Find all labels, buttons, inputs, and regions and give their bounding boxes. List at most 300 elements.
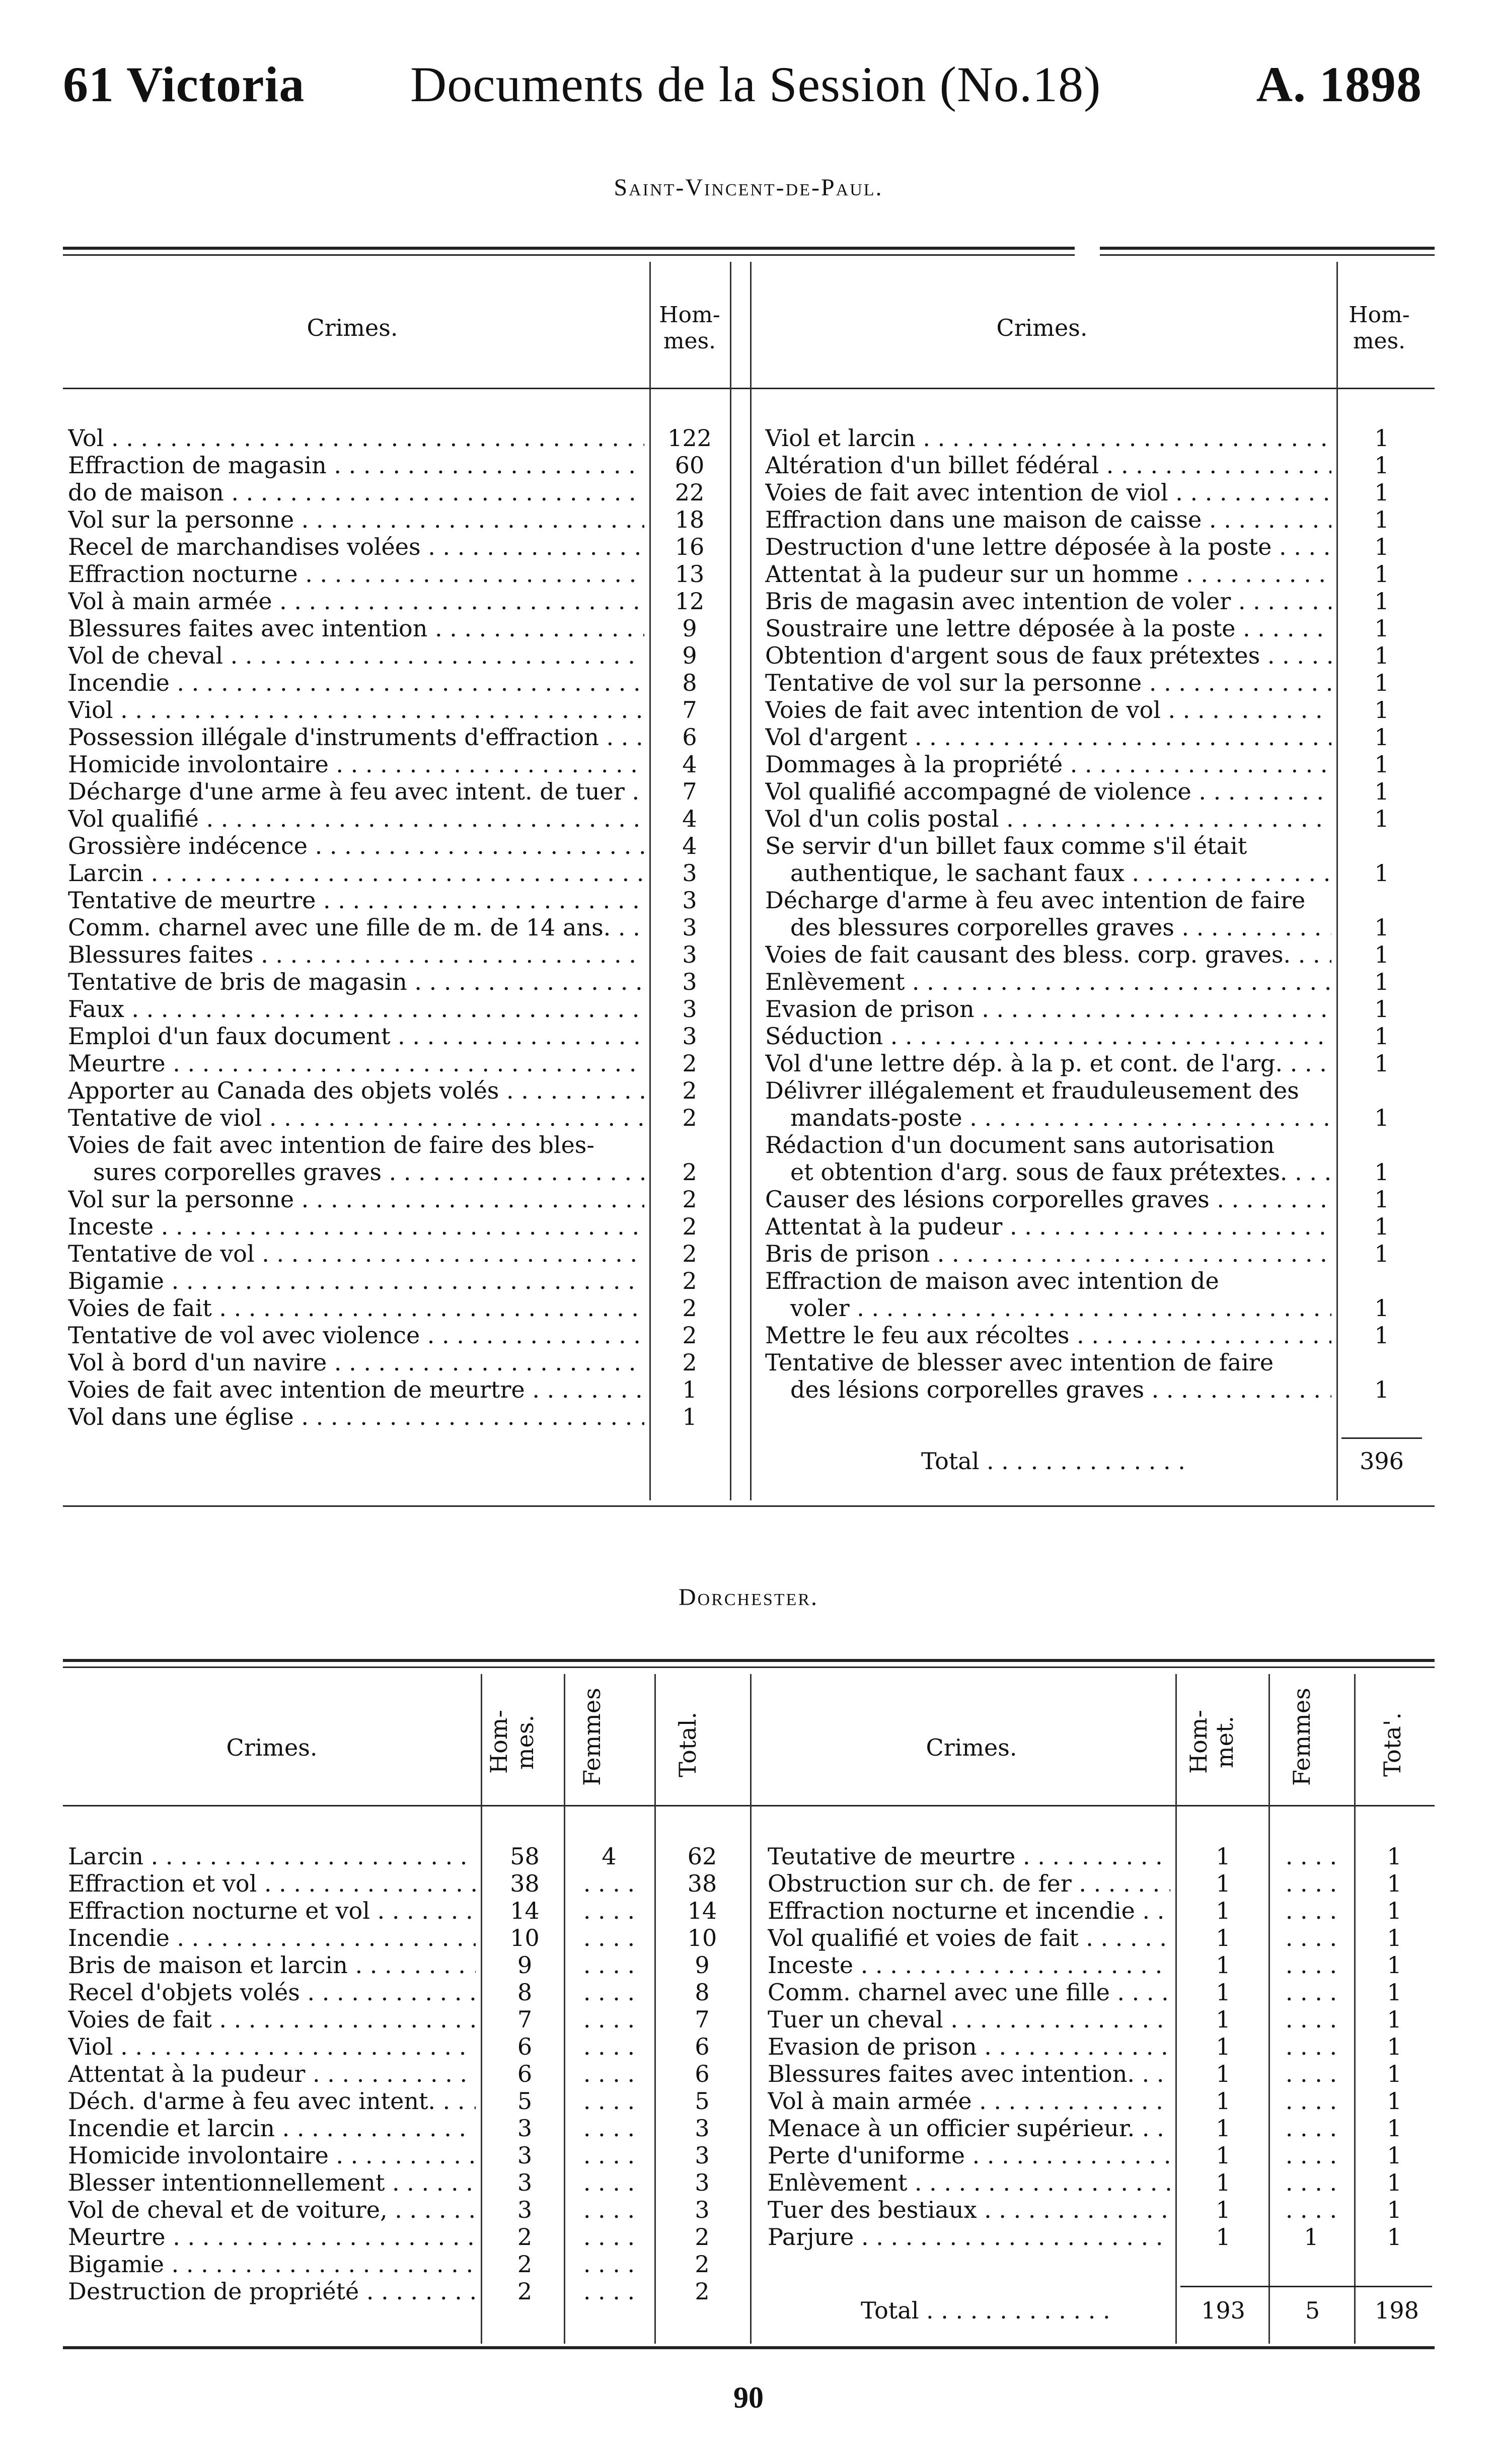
hommes-value: 1 bbox=[1216, 2033, 1231, 2060]
table-row bbox=[768, 2169, 1432, 2196]
crime-label: Meurtre . . . bbox=[68, 1050, 644, 1077]
crime-label: Séduction . . . bbox=[765, 1023, 1331, 1050]
running-header bbox=[63, 55, 1422, 111]
crime-label: Vol de cheval et de voiture, . . . bbox=[68, 2196, 476, 2223]
dor-right-table bbox=[768, 1843, 1432, 2251]
hommes-value: 9 bbox=[682, 615, 697, 642]
hommes-value: 6 bbox=[517, 2060, 533, 2087]
table-row bbox=[68, 914, 793, 941]
crime-label: Incendie et larcin . . . bbox=[68, 2115, 476, 2142]
crime-label: Se servir d'un billet faux comme s'il était bbox=[765, 832, 1247, 859]
table-row bbox=[765, 751, 1435, 778]
crime-label: Homicide involontaire . . . bbox=[68, 2142, 476, 2169]
hommes-value: 2 bbox=[517, 2251, 533, 2278]
femmes-value: . . . . bbox=[583, 1924, 635, 1951]
table-row bbox=[765, 424, 1435, 452]
femmes-value: . . . . bbox=[1285, 2060, 1337, 2087]
crime-label: Effraction dans une maison de caisse . . . bbox=[765, 506, 1331, 533]
crime-label: Tentative de vol avec violence . . . bbox=[68, 1322, 644, 1349]
hommes-value: 1 bbox=[1374, 1158, 1389, 1186]
table-row bbox=[68, 995, 793, 1023]
table-row bbox=[765, 1213, 1435, 1240]
table-row bbox=[768, 1897, 1432, 1924]
table-row bbox=[765, 1104, 1435, 1131]
femmes-value: . . . . bbox=[583, 2169, 635, 2196]
table-row bbox=[68, 832, 793, 859]
table-row bbox=[68, 2196, 753, 2223]
crime-label: Délivrer illégalement et frauduleusement des bbox=[765, 1077, 1299, 1104]
crime-label: Déch. d'arme à feu avec intent. . . . bbox=[68, 2087, 476, 2115]
crime-label: Viol et larcin . . . bbox=[765, 424, 1331, 452]
hommes-value: 1 bbox=[1216, 1924, 1231, 1951]
sv-total-rule bbox=[1341, 1437, 1422, 1439]
sv-total-value: 396 bbox=[1360, 1447, 1404, 1475]
crime-label: Comm. charnel avec une fille . . . bbox=[768, 1979, 1170, 2006]
femmes-value: . . . . bbox=[583, 2006, 635, 2033]
sv-left-table bbox=[68, 424, 793, 1430]
hommes-value: 3 bbox=[682, 859, 697, 887]
table-row bbox=[765, 723, 1435, 751]
crime-label: Altération d'un billet fédéral . . . bbox=[765, 452, 1331, 479]
crime-label: Parjure . . . bbox=[768, 2223, 1170, 2251]
table-row bbox=[765, 1349, 1435, 1376]
table-row bbox=[68, 723, 793, 751]
hommes-value: 3 bbox=[517, 2142, 533, 2169]
crime-label: Meurtre . . . bbox=[68, 2223, 476, 2251]
page-number: 90 bbox=[733, 2381, 764, 2414]
total-value: 2 bbox=[695, 2251, 710, 2278]
dor-col-crimes-left: Crimes. bbox=[226, 1734, 318, 1761]
hommes-value: 58 bbox=[510, 1843, 540, 1870]
hommes-value: 6 bbox=[517, 2033, 533, 2060]
hommes-value: 1 bbox=[1374, 424, 1389, 452]
crime-label: Blessures faites avec intention. . . . bbox=[768, 2060, 1170, 2087]
crime-label: authentique, le sachant faux . . . bbox=[765, 859, 1331, 887]
total-value: 8 bbox=[695, 1979, 710, 2006]
crime-label: Tentative de vol sur la personne . . . bbox=[765, 669, 1331, 696]
hommes-value: 10 bbox=[510, 1924, 540, 1951]
crime-label: Tentative de blesser avec intention de faire bbox=[765, 1349, 1274, 1376]
hommes-value: 122 bbox=[667, 424, 712, 452]
hommes-value: 2 bbox=[682, 1158, 697, 1186]
table-row bbox=[68, 2169, 753, 2196]
crime-label: Inceste . . . bbox=[768, 1951, 1170, 1979]
table-row bbox=[68, 1870, 753, 1897]
table-row bbox=[765, 1050, 1435, 1077]
hommes-value: 2 bbox=[682, 1050, 697, 1077]
hommes-value: 3 bbox=[682, 995, 697, 1023]
table-row bbox=[68, 751, 793, 778]
crime-label: Vol . . . bbox=[68, 424, 644, 452]
table-row bbox=[765, 560, 1435, 588]
table-top-rule-right bbox=[1100, 247, 1435, 250]
total-value: 6 bbox=[695, 2060, 710, 2087]
table-row bbox=[765, 696, 1435, 723]
femmes-value: . . . . bbox=[583, 2142, 635, 2169]
section-title-dorchester: Dorchester. bbox=[678, 1584, 819, 1611]
hommes-value: 1 bbox=[1216, 1951, 1231, 1979]
table-row bbox=[68, 2033, 753, 2060]
table-row bbox=[768, 2115, 1432, 2142]
crime-label: Perte d'uniforme . . . bbox=[768, 2142, 1170, 2169]
dor-col-total-left: Total. bbox=[674, 1711, 701, 1778]
table-row bbox=[68, 1951, 753, 1979]
table-row bbox=[765, 832, 1435, 859]
crime-label: Tentative de bris de magasin . . . bbox=[68, 968, 644, 995]
femmes-value: . . . . bbox=[1285, 2006, 1337, 2033]
table-row bbox=[765, 479, 1435, 506]
table-top-rule-left-2 bbox=[63, 254, 1075, 256]
sv-total-label-text: Total bbox=[921, 1447, 980, 1475]
crime-label: des blessures corporelles graves . . . bbox=[765, 914, 1331, 941]
hommes-value: 8 bbox=[517, 1979, 533, 2006]
femmes-value: . . . . bbox=[583, 1951, 635, 1979]
crime-label: Bris de maison et larcin . . . bbox=[68, 1951, 476, 1979]
hommes-value: 1 bbox=[1216, 2223, 1231, 2251]
crime-label: Inceste . . . bbox=[68, 1213, 644, 1240]
table-row bbox=[768, 2033, 1432, 2060]
hommes-value: 1 bbox=[1374, 560, 1389, 588]
crime-label: Tentative de meurtre . . . bbox=[68, 887, 644, 914]
table-row bbox=[768, 2142, 1432, 2169]
hommes-value: 1 bbox=[1216, 2060, 1231, 2087]
sv-total-label: Total . . . . . . . . . . . . . . bbox=[921, 1447, 1185, 1475]
femmes-value: . . . . bbox=[583, 2223, 635, 2251]
hommes-value: 3 bbox=[682, 1023, 697, 1050]
table-row bbox=[765, 1186, 1435, 1213]
table-row bbox=[68, 560, 793, 588]
crime-label: Incendie . . . bbox=[68, 1924, 476, 1951]
table-row bbox=[765, 1322, 1435, 1349]
hommes-value: 1 bbox=[1374, 452, 1389, 479]
femmes-value: . . . . bbox=[583, 2196, 635, 2223]
hommes-value: 2 bbox=[682, 1186, 697, 1213]
total-value: 1 bbox=[1387, 2033, 1402, 2060]
table-row bbox=[68, 805, 793, 832]
crime-label: Effraction nocturne et vol . . . bbox=[68, 1897, 476, 1924]
table-row bbox=[768, 2060, 1432, 2087]
sv-col-crimes-right: Crimes. bbox=[996, 314, 1088, 341]
table-row bbox=[765, 1023, 1435, 1050]
table-row bbox=[765, 887, 1435, 914]
hommes-value: 1 bbox=[1216, 2087, 1231, 2115]
hommes-value: 4 bbox=[682, 805, 697, 832]
dor-col-hommes-right: Hom-met. bbox=[1185, 1710, 1238, 1774]
femmes-value: . . . . bbox=[583, 2251, 635, 2278]
table-row bbox=[68, 1403, 793, 1430]
hommes-value: 5 bbox=[517, 2087, 533, 2115]
dor-total-femmes: 5 bbox=[1305, 2297, 1320, 2324]
total-value: 1 bbox=[1387, 2142, 1402, 2169]
table-row bbox=[68, 533, 793, 560]
crime-label: Enlèvement . . . bbox=[768, 2169, 1170, 2196]
femmes-value: . . . . bbox=[1285, 2169, 1337, 2196]
femmes-value: . . . . bbox=[1285, 1843, 1337, 1870]
hommes-value: 6 bbox=[682, 723, 697, 751]
hommes-value: 1 bbox=[1374, 1104, 1389, 1131]
hommes-value: 3 bbox=[682, 887, 697, 914]
hommes-value: 3 bbox=[682, 968, 697, 995]
hommes-value: 1 bbox=[1374, 1376, 1389, 1403]
table-row bbox=[68, 669, 793, 696]
total-value: 3 bbox=[695, 2169, 710, 2196]
crime-label: Soustraire une lettre déposée à la poste . . . bbox=[765, 615, 1331, 642]
hommes-value: 12 bbox=[675, 588, 705, 615]
crime-label: Bigamie . . . bbox=[68, 1267, 644, 1294]
table-row bbox=[68, 1023, 793, 1050]
crime-label: Vol dans une église . . . bbox=[68, 1403, 644, 1430]
crime-label: Destruction d'une lettre déposée à la poste . . . bbox=[765, 533, 1331, 560]
hommes-value: 2 bbox=[682, 1104, 697, 1131]
table-row bbox=[765, 968, 1435, 995]
crime-label: Voies de fait . . . bbox=[68, 2006, 476, 2033]
crime-label: voler . . . bbox=[765, 1294, 1331, 1322]
hommes-value: 1 bbox=[1374, 588, 1389, 615]
table-row bbox=[765, 1294, 1435, 1322]
total-value: 1 bbox=[1387, 1979, 1402, 2006]
total-value: 62 bbox=[687, 1843, 717, 1870]
table-row bbox=[68, 424, 793, 452]
crime-label: Obstruction sur ch. de fer . . . bbox=[768, 1870, 1170, 1897]
femmes-value: . . . . bbox=[583, 2033, 635, 2060]
hommes-value: 2 bbox=[682, 1267, 697, 1294]
hommes-value: 16 bbox=[675, 533, 705, 560]
crime-label: Vol à main armée . . . bbox=[768, 2087, 1170, 2115]
dor-bottom-rule bbox=[63, 2346, 1435, 2349]
table-row bbox=[68, 2115, 753, 2142]
crime-label: Décharge d'arme à feu avec intention de faire bbox=[765, 887, 1306, 914]
femmes-value: . . . . bbox=[1285, 2087, 1337, 2115]
hommes-value: 2 bbox=[682, 1077, 697, 1104]
dor-top-rule-2 bbox=[63, 1666, 1435, 1668]
crime-label: Bris de magasin avec intention de voler . . . bbox=[765, 588, 1331, 615]
table-row bbox=[765, 995, 1435, 1023]
table-row bbox=[68, 1897, 753, 1924]
hommes-value: 7 bbox=[682, 696, 697, 723]
hommes-value: 1 bbox=[1374, 968, 1389, 995]
hommes-value: 2 bbox=[517, 2278, 533, 2305]
dor-left-table bbox=[68, 1843, 753, 2305]
crime-label: Recel d'objets volés . . . bbox=[68, 1979, 476, 2006]
dor-col-crimes-right: Crimes. bbox=[926, 1734, 1017, 1761]
femmes-value: . . . . bbox=[1285, 2115, 1337, 2142]
crime-label: Attentat à la pudeur . . . bbox=[68, 2060, 476, 2087]
sv-header-bottom-rule bbox=[63, 388, 1435, 389]
table-row bbox=[68, 1213, 793, 1240]
hommes-value: 9 bbox=[682, 642, 697, 669]
table-top-rule-left bbox=[63, 247, 1075, 250]
hommes-value: 1 bbox=[1216, 1897, 1231, 1924]
crime-label: Evasion de prison . . . bbox=[768, 2033, 1170, 2060]
hommes-value: 1 bbox=[1216, 2169, 1231, 2196]
total-value: 1 bbox=[1387, 2223, 1402, 2251]
crime-label: Voies de fait avec intention de viol . . . bbox=[765, 479, 1331, 506]
crime-label: Larcin . . . bbox=[68, 1843, 476, 1870]
dor-col-femmes-left: Femmes bbox=[578, 1688, 606, 1786]
sv-right-table bbox=[765, 424, 1435, 1403]
femmes-value: . . . . bbox=[1285, 1924, 1337, 1951]
table-row bbox=[765, 1158, 1435, 1186]
femmes-value: . . . . bbox=[1285, 1951, 1337, 1979]
table-row bbox=[68, 479, 793, 506]
total-value: 1 bbox=[1387, 1843, 1402, 1870]
table-row bbox=[68, 968, 793, 995]
hommes-value: 1 bbox=[1374, 723, 1389, 751]
total-value: 1 bbox=[1387, 2169, 1402, 2196]
dor-total-hommes: 193 bbox=[1201, 2297, 1245, 2324]
hommes-value: 1 bbox=[1216, 2142, 1231, 2169]
table-row bbox=[68, 1050, 793, 1077]
total-value: 14 bbox=[687, 1897, 717, 1924]
crime-label: Voies de fait avec intention de faire des bles- bbox=[68, 1131, 594, 1158]
total-value: 1 bbox=[1387, 2087, 1402, 2115]
crime-label: Vol qualifié accompagné de violence . . . bbox=[765, 778, 1331, 805]
table-row bbox=[765, 452, 1435, 479]
femmes-value: . . . . bbox=[583, 2087, 635, 2115]
crime-label: Blesser intentionnellement . . . bbox=[68, 2169, 476, 2196]
total-value: 7 bbox=[695, 2006, 710, 2033]
hommes-value: 2 bbox=[682, 1213, 697, 1240]
table-row bbox=[768, 1979, 1432, 2006]
total-value: 1 bbox=[1387, 1951, 1402, 1979]
hommes-value: 1 bbox=[1374, 995, 1389, 1023]
dor-total-label: Total . . . . . . . . . . . . . bbox=[861, 2297, 1110, 2324]
crime-label: Viol . . . bbox=[68, 2033, 476, 2060]
crime-label: Tuer un cheval . . . bbox=[768, 2006, 1170, 2033]
table-row bbox=[68, 506, 793, 533]
hommes-value: 1 bbox=[1216, 2196, 1231, 2223]
hommes-value: 1 bbox=[1216, 1843, 1231, 1870]
table-row bbox=[765, 642, 1435, 669]
crime-label: Viol . . . bbox=[68, 696, 644, 723]
crime-label: Blessures faites avec intention . . . bbox=[68, 615, 644, 642]
table-row bbox=[68, 1267, 793, 1294]
femmes-value: . . . . bbox=[1285, 2196, 1337, 2223]
hommes-value: 2 bbox=[682, 1294, 697, 1322]
hommes-value: 1 bbox=[1374, 859, 1389, 887]
hommes-value: 1 bbox=[1374, 1023, 1389, 1050]
table-top-rule-right-2 bbox=[1100, 254, 1435, 256]
dor-header-bottom-rule bbox=[63, 1805, 1435, 1806]
table-row bbox=[68, 1843, 753, 1870]
header-documents: Documents de la Session (No.18) bbox=[410, 56, 1101, 112]
table-row bbox=[68, 696, 793, 723]
hommes-value: 1 bbox=[1374, 1050, 1389, 1077]
crime-label: Attentat à la pudeur sur un homme . . . bbox=[765, 560, 1331, 588]
table-row bbox=[68, 1924, 753, 1951]
crime-label: Mettre le feu aux récoltes . . . bbox=[765, 1322, 1331, 1349]
crime-label: Vol de cheval . . . bbox=[68, 642, 644, 669]
hommes-value: 1 bbox=[1374, 533, 1389, 560]
table-row bbox=[68, 1131, 793, 1158]
crime-label: Effraction nocturne . . . bbox=[68, 560, 644, 588]
crime-label: Vol sur la personne . . . bbox=[68, 1186, 644, 1213]
table-row bbox=[68, 2006, 753, 2033]
crime-label: Vol d'une lettre dép. à la p. et cont. de l'arg. . . . bbox=[765, 1050, 1331, 1077]
crime-label: mandats-poste . . . bbox=[765, 1104, 1331, 1131]
hommes-value: 1 bbox=[1374, 1294, 1389, 1322]
hommes-value: 13 bbox=[675, 560, 705, 588]
table-row bbox=[765, 1077, 1435, 1104]
crime-label: Incendie . . . bbox=[68, 669, 644, 696]
crime-label: Recel de marchandises volées . . . bbox=[68, 533, 644, 560]
crime-label: Enlèvement . . . bbox=[765, 968, 1331, 995]
crime-label: Causer des lésions corporelles graves . . . bbox=[765, 1186, 1331, 1213]
table-row bbox=[765, 615, 1435, 642]
crime-label: Tentative de vol . . . bbox=[68, 1240, 644, 1267]
crime-label: Larcin . . . bbox=[68, 859, 644, 887]
table-row bbox=[68, 1294, 793, 1322]
table-row bbox=[765, 778, 1435, 805]
table-row bbox=[68, 1158, 793, 1186]
crime-label: Vol sur la personne . . . bbox=[68, 506, 644, 533]
femmes-value: . . . . bbox=[583, 1897, 635, 1924]
crime-label: Voies de fait avec intention de vol . . . bbox=[765, 696, 1331, 723]
hommes-value: 1 bbox=[1216, 1979, 1231, 2006]
hommes-value: 4 bbox=[682, 832, 697, 859]
table-row bbox=[68, 1322, 793, 1349]
total-value: 1 bbox=[1387, 1924, 1402, 1951]
hommes-value: 2 bbox=[682, 1349, 697, 1376]
crime-label: Vol qualifié . . . bbox=[68, 805, 644, 832]
table-row bbox=[68, 2278, 753, 2305]
total-value: 3 bbox=[695, 2196, 710, 2223]
sv-col-hommes-left: Hom-mes. bbox=[659, 302, 720, 354]
hommes-value: 7 bbox=[682, 778, 697, 805]
section-title-saint-vincent: Saint-Vincent-de-Paul. bbox=[614, 174, 883, 201]
crime-label: sures corporelles graves . . . bbox=[68, 1158, 644, 1186]
crime-label: Vol à bord d'un navire . . . bbox=[68, 1349, 644, 1376]
crime-label: Grossière indécence . . . bbox=[68, 832, 644, 859]
table-row bbox=[68, 2223, 753, 2251]
table-row bbox=[68, 887, 793, 914]
table-row bbox=[68, 588, 793, 615]
table-row bbox=[68, 2087, 753, 2115]
table-row bbox=[765, 941, 1435, 968]
hommes-value: 1 bbox=[1374, 479, 1389, 506]
dor-total-rule bbox=[1180, 2286, 1432, 2287]
dor-col-femmes-right: Femmes bbox=[1288, 1688, 1315, 1786]
crime-label: Homicide involontaire . . . bbox=[68, 751, 644, 778]
femmes-value: . . . . bbox=[1285, 1870, 1337, 1897]
femmes-value: . . . . bbox=[1285, 2142, 1337, 2169]
hommes-value: 3 bbox=[517, 2196, 533, 2223]
total-value: 2 bbox=[695, 2223, 710, 2251]
crime-label: Obtention d'argent sous de faux prétextes . . . bbox=[765, 642, 1331, 669]
hommes-value: 38 bbox=[510, 1870, 540, 1897]
hommes-value: 3 bbox=[517, 2169, 533, 2196]
table-row bbox=[765, 1376, 1435, 1403]
total-value: 1 bbox=[1387, 1870, 1402, 1897]
table-row bbox=[68, 2142, 753, 2169]
femmes-value: 1 bbox=[1304, 2223, 1319, 2251]
table-row bbox=[68, 1349, 793, 1376]
hommes-value: 3 bbox=[517, 2115, 533, 2142]
hommes-value: 22 bbox=[675, 479, 705, 506]
femmes-value: . . . . bbox=[583, 2278, 635, 2305]
header-year: A. 1898 bbox=[1256, 56, 1422, 112]
sv-bottom-rule bbox=[63, 1505, 1435, 1507]
crime-label: Effraction nocturne et incendie . . . bbox=[768, 1897, 1170, 1924]
table-row bbox=[68, 1376, 793, 1403]
total-value: 9 bbox=[695, 1951, 710, 1979]
total-value: 1 bbox=[1387, 2115, 1402, 2142]
table-row bbox=[768, 2196, 1432, 2223]
hommes-value: 1 bbox=[1374, 506, 1389, 533]
femmes-value: . . . . bbox=[583, 2060, 635, 2087]
crime-label: Voies de fait causant des bless. corp. graves. . . . bbox=[765, 941, 1331, 968]
hommes-value: 1 bbox=[1216, 2006, 1231, 2033]
